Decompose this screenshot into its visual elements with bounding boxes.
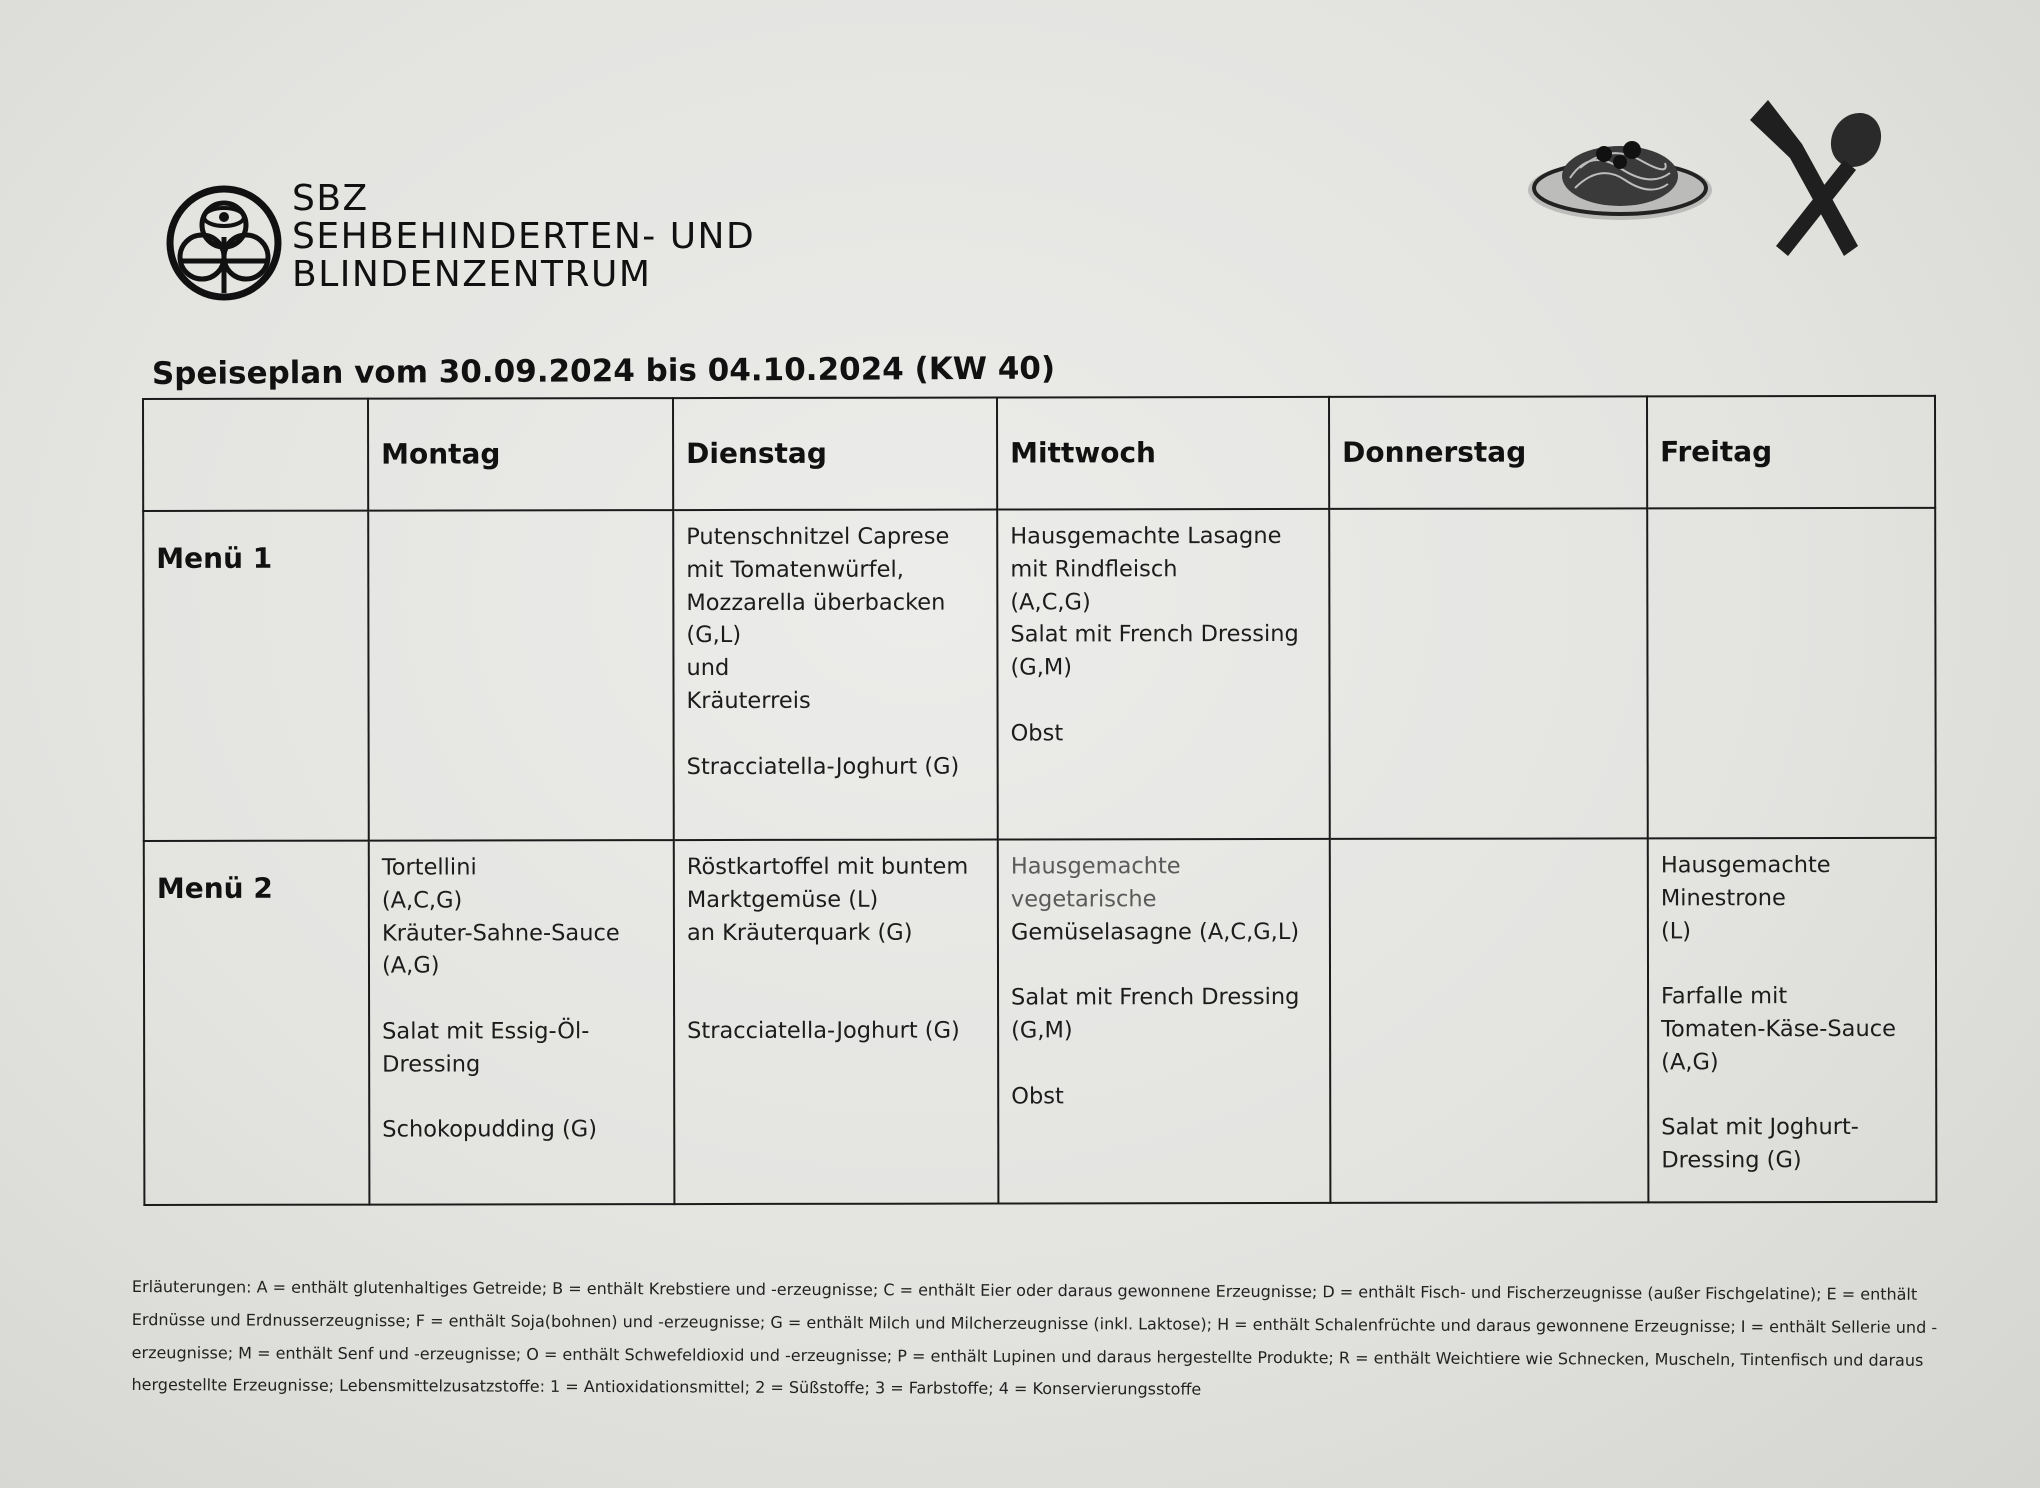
meal-line: (G,M) <box>1010 654 1073 681</box>
corner-cell <box>143 399 368 511</box>
meal-line <box>382 1081 665 1114</box>
meal-line <box>1661 947 1927 980</box>
meal-line: Obst <box>1010 720 1064 747</box>
meal-cell <box>1330 838 1649 1203</box>
meal-line <box>1661 1078 1927 1111</box>
meal-line: Putenschnitzel Caprese <box>686 523 950 551</box>
legend-line: hergestellte Erzeugnisse; Lebensmittelzusatzstoffe: 1 = Antioxidationsmittel; 2 = Süßstoffe; 3 = Farbstoffe; 4 = Konservierungsstoffe <box>131 1375 1202 1400</box>
menu-row <box>143 508 1936 841</box>
meal-line: Stracciatella-Joghurt (G) <box>686 753 960 780</box>
menu-table <box>142 395 1935 1206</box>
organization-name <box>292 180 755 294</box>
meal-line: Obst <box>1011 1082 1064 1110</box>
crossed-spoon-fork-icon <box>1740 96 1900 266</box>
meal-line: (G,M) <box>1011 1017 1073 1044</box>
organization-name-line-3: BLINDENZENTRUM <box>292 254 652 295</box>
meal-line <box>687 982 989 1015</box>
meal-cell <box>1647 508 1936 839</box>
meal-line: Marktgemüse (L) <box>686 886 879 913</box>
meal-cell <box>997 509 1330 840</box>
meal-line: Dressing <box>382 1051 481 1078</box>
meal-line: Schokopudding (G) <box>382 1116 598 1143</box>
meal-line <box>1011 1047 1321 1080</box>
legend-line: Erläuterungen: A = enthält glutenhaltiges Getreide; B = enthält Krebstiere und -erzeugnisse; C = enthält Eier oder daraus gewonnene Erzeugnisse; D = enthält Fisch- und Fischerzeugnisse (außer Fischgelatine); E = enthält <box>131 1277 1918 1304</box>
meal-line <box>687 717 989 750</box>
day-header: Freitag <box>1647 396 1935 509</box>
day-header-row <box>143 396 1935 511</box>
meal-line: Hausgemachte <box>1660 852 1831 879</box>
meal-line: mit Tomatenwürfel, <box>686 556 904 583</box>
meal-cell <box>998 839 1331 1204</box>
day-header: Montag <box>368 398 673 511</box>
meal-line: (G,L) <box>686 622 742 649</box>
meal-line: Gemüselasagne (A,C,G,L) <box>1010 918 1300 946</box>
meal-cell <box>673 510 998 841</box>
meal-line: Salat mit Joghurt- <box>1661 1114 1859 1141</box>
meal-line: Kräuterreis <box>686 687 811 715</box>
legend-line: erzeugnisse; M = enthält Senf und -erzeugnisse; O = enthält Schwefeldioxid und -erzeugnisse; P = enthält Lupinen und daraus hergestellte Produkte; R = enthält Weichtiere wie Schnecken, Muscheln, Tintenfisch und daraus <box>131 1342 1924 1370</box>
menu-row-label: Menü 1 <box>143 511 369 841</box>
meal-line <box>1011 948 1321 981</box>
meal-line: Hausgemachte <box>1010 853 1181 880</box>
meal-cell <box>368 510 674 841</box>
day-header: Dienstag <box>673 398 997 511</box>
organization-name-line-1: SBZ <box>292 178 369 219</box>
meal-line: Röstkartoffel mit buntem <box>686 853 969 881</box>
meal-line: Stracciatella-Joghurt (G) <box>687 1017 960 1045</box>
meal-line: Hausgemachte Lasagne <box>1010 523 1282 550</box>
organization-name-line-2: SEHBEHINDERTEN- UND <box>292 216 756 257</box>
menu-row <box>144 838 1937 1205</box>
meal-line: (L) <box>1660 917 1692 944</box>
sbz-logo-icon <box>166 185 282 301</box>
meal-line: und <box>686 655 730 682</box>
meal-line: an Kräuterquark (G) <box>686 919 913 946</box>
meal-cell <box>369 840 675 1205</box>
meal-cell <box>674 840 999 1205</box>
day-header: Donnerstag <box>1329 396 1647 509</box>
meal-line <box>1011 684 1321 717</box>
meal-cell <box>1648 838 1937 1203</box>
meal-line: vegetarische <box>1010 886 1157 913</box>
meal-line <box>382 982 665 1015</box>
allergen-legend <box>131 1276 1962 1415</box>
meal-cell <box>1329 508 1648 839</box>
meal-line <box>687 949 989 982</box>
meal-line: Tortellini <box>381 854 477 881</box>
meal-line: Salat mit Essig-Öl- <box>382 1018 590 1045</box>
meal-line: Kräuter-Sahne-Sauce <box>381 919 620 947</box>
meal-line: (A,C,G) <box>381 887 463 914</box>
meal-line: Farfalle mit <box>1661 983 1788 1010</box>
legend-line: Erdnüsse und Erdnusserzeugnisse; F = enthält Soja(bohnen) und -erzeugnisse; G = enthält Milch und Milcherzeugnisse (inkl. Laktose); H = enthält Schalenfrüchte und daraus gewonnene Erzeugnisse; I = enthält Sellerie und - <box>131 1309 1938 1337</box>
meal-line: Salat mit French Dressing <box>1010 621 1299 648</box>
meal-line: mit Rindfleisch <box>1010 555 1178 583</box>
meal-line: Dressing (G) <box>1661 1147 1802 1174</box>
menu-row-label: Menü 2 <box>144 841 370 1205</box>
day-header: Mittwoch <box>997 397 1329 510</box>
meal-line: (A,C,G) <box>1010 588 1091 616</box>
meal-line: Tomaten-Käse-Sauce <box>1661 1015 1896 1043</box>
meal-line: Mozzarella überbacken <box>686 589 946 616</box>
meal-line: Salat mit French Dressing <box>1011 984 1300 1011</box>
menu-title: Speiseplan vom 30.09.2024 bis 04.10.2024 (KW 40) <box>151 350 1056 392</box>
meal-line: (A,G) <box>381 952 440 979</box>
spaghetti-plate-icon <box>1520 118 1720 228</box>
meal-line: Minestrone <box>1660 884 1786 912</box>
meal-line: (A,G) <box>1661 1049 1719 1076</box>
